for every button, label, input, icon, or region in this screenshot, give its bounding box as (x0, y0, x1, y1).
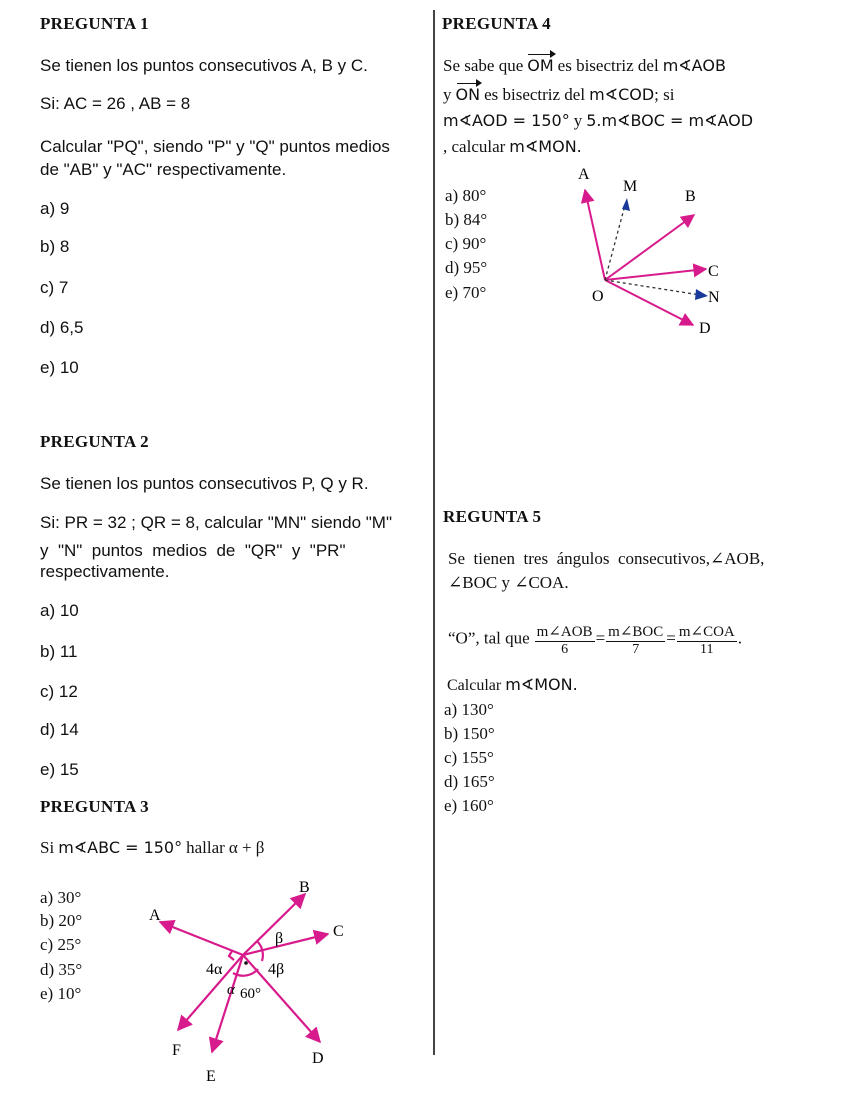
q5-frac-aob (535, 622, 595, 658)
question-5-line2: ∠BOC y ∠COA. (448, 573, 569, 592)
question-1-line4: de "AB" y "AC" respectivamente. (40, 160, 287, 179)
label-m: M (623, 178, 638, 195)
right-angle-mark (229, 951, 234, 960)
question-1-option-b[interactable]: b) 8 (40, 237, 70, 256)
question-3-option-a[interactable]: a) 30° (40, 888, 82, 907)
question-4-figure (560, 165, 735, 345)
question-1-title: PREGUNTA 1 (40, 14, 149, 33)
ray-ob (605, 215, 694, 280)
q4-l1-rest: es bisectriz del (557, 56, 659, 75)
question-2-option-a[interactable]: a) 10 (40, 601, 79, 620)
label-d: D (699, 320, 711, 337)
q5-calcular-label: Calcular (447, 677, 502, 694)
ray-a (160, 922, 243, 955)
q4-l4-text: , calcular (443, 137, 506, 156)
label-60: 60° (240, 986, 261, 1002)
label-c: C (708, 263, 719, 280)
question-3-expr: m∢ABC = 150° (58, 838, 183, 857)
label-f: F (172, 1042, 181, 1059)
q5-frac1-num: m∠AOB (536, 624, 593, 640)
q5-tal-que: “O”, tal que (448, 628, 530, 648)
q4-l3-expr: m∢AOD = 150° (443, 111, 570, 130)
q4-l2-angle: m∢COD (589, 85, 655, 104)
question-5-calcular (447, 675, 578, 695)
question-5-title: REGUNTA 5 (443, 507, 542, 526)
q4-l4-angle: m∢MON. (509, 137, 582, 156)
question-2-line3: y "N" puntos medios de "QR" y "PR" (40, 541, 346, 560)
q4-l1-text: Se sabe que (443, 56, 524, 75)
question-2-option-d[interactable]: d) 14 (40, 720, 79, 739)
question-4-line2 (443, 85, 674, 105)
question-3-option-d[interactable]: d) 35° (40, 960, 83, 979)
question-2-option-e[interactable]: e) 15 (40, 760, 79, 779)
label-e: E (206, 1068, 216, 1085)
label-4alpha: 4α (206, 961, 223, 978)
center-dot (244, 961, 248, 965)
q4-l1-angle: m∢AOB (662, 56, 726, 75)
question-5-option-c[interactable]: c) 155° (444, 748, 494, 767)
label-4beta: 4β (268, 961, 285, 978)
question-1-option-a[interactable]: a) 9 (40, 199, 70, 218)
label-c: C (333, 923, 344, 940)
question-1-line3: Calcular "PQ", siendo "P" y "Q" puntos medios (40, 137, 390, 156)
label-b: B (299, 879, 310, 896)
question-3-figure (140, 870, 370, 1085)
question-4-option-a[interactable]: a) 80° (445, 186, 487, 205)
question-5-ratio: “O”, tal que $\frac{\text{m∠AOB}}{6}$ = $\frac{\text{m∠BOC}}{7}$ = $\frac{\text{m∠COA}}{11}$ . (448, 624, 742, 657)
q4-l3-expr2: 5.m∢BOC = m∢AOD (586, 111, 754, 130)
question-5-line1: Se tienen tres ángulos consecutivos,∠AOB, (448, 549, 765, 568)
q5-frac1-den: 6 (561, 642, 569, 657)
label-a: A (149, 907, 161, 924)
question-2-option-c[interactable]: c) 12 (40, 682, 78, 701)
q4-l3-y: y (573, 111, 583, 130)
question-2-line2: Si: PR = 32 ; QR = 8, calcular "MN" siendo "M" (40, 513, 392, 532)
q5-frac3-den: 11 (700, 642, 714, 657)
arrow-n-head (695, 289, 708, 300)
question-1-option-c[interactable]: c) 7 (40, 278, 69, 297)
question-4-option-b[interactable]: b) 84° (445, 210, 488, 229)
ray-c (243, 934, 328, 955)
question-5-option-d[interactable]: d) 165° (444, 772, 495, 791)
question-3-option-b[interactable]: b) 20° (40, 911, 83, 930)
question-2-line4: respectivamente. (40, 562, 170, 581)
question-5-option-a[interactable]: a) 130° (444, 700, 494, 719)
column-divider (433, 10, 435, 1055)
q4-l1-vec: OM (527, 56, 554, 75)
question-3-option-c[interactable]: c) 25° (40, 935, 82, 954)
question-3-si: Si (40, 838, 55, 857)
label-o: O (592, 288, 604, 305)
question-2-title: PREGUNTA 2 (40, 432, 149, 451)
ray-b (243, 894, 305, 955)
label-b: B (685, 188, 696, 205)
q5-calcular-target: m∢MON. (505, 675, 578, 694)
question-5-option-b[interactable]: b) 150° (444, 724, 495, 743)
q5-frac2-den: 7 (632, 642, 640, 657)
question-4-line3 (443, 111, 753, 131)
label-alpha: α (227, 982, 235, 998)
question-3-statement (40, 838, 264, 858)
question-3-title: PREGUNTA 3 (40, 797, 149, 816)
question-3-target: α + β (228, 838, 265, 857)
q5-frac3-num: m∠COA (678, 624, 735, 640)
q4-l2-y: y (443, 85, 452, 104)
question-2-option-b[interactable]: b) 11 (40, 642, 78, 661)
question-1-line1: Se tienen los puntos consecutivos A, B y C. (40, 56, 368, 75)
question-2-line1: Se tienen los puntos consecutivos P, Q y R. (40, 474, 369, 493)
question-1-line2: Si: AC = 26 , AB = 8 (40, 94, 191, 113)
q5-frac2-num: m∠BOC (608, 624, 664, 640)
q4-l2-vec: ON (455, 85, 481, 104)
question-4-option-d[interactable]: d) 95° (445, 258, 488, 277)
ray-oc (605, 269, 706, 280)
question-5-option-e[interactable]: e) 160° (444, 796, 494, 815)
q5-frac-boc (606, 622, 665, 658)
label-n: N (708, 289, 720, 306)
label-a: A (578, 166, 590, 183)
question-4-option-e[interactable]: e) 70° (445, 283, 487, 302)
question-4-option-c[interactable]: c) 90° (445, 234, 487, 253)
q5-frac-coa (677, 622, 737, 658)
question-4-line4 (443, 137, 582, 157)
label-beta: β (275, 930, 284, 947)
question-1-option-e[interactable]: e) 10 (40, 358, 79, 377)
question-3-option-e[interactable]: e) 10° (40, 984, 82, 1003)
question-3-hallar: hallar (186, 838, 225, 857)
question-4-line1 (443, 56, 726, 76)
q4-l2-rest: es bisectriz del (484, 85, 586, 104)
label-d: D (312, 1050, 324, 1067)
question-4-title: PREGUNTA 4 (442, 14, 551, 33)
arrow-m-head (622, 198, 630, 211)
ray-oa (585, 190, 605, 280)
question-1-option-d[interactable]: d) 6,5 (40, 318, 84, 337)
q4-l2-si: ; si (654, 85, 675, 104)
